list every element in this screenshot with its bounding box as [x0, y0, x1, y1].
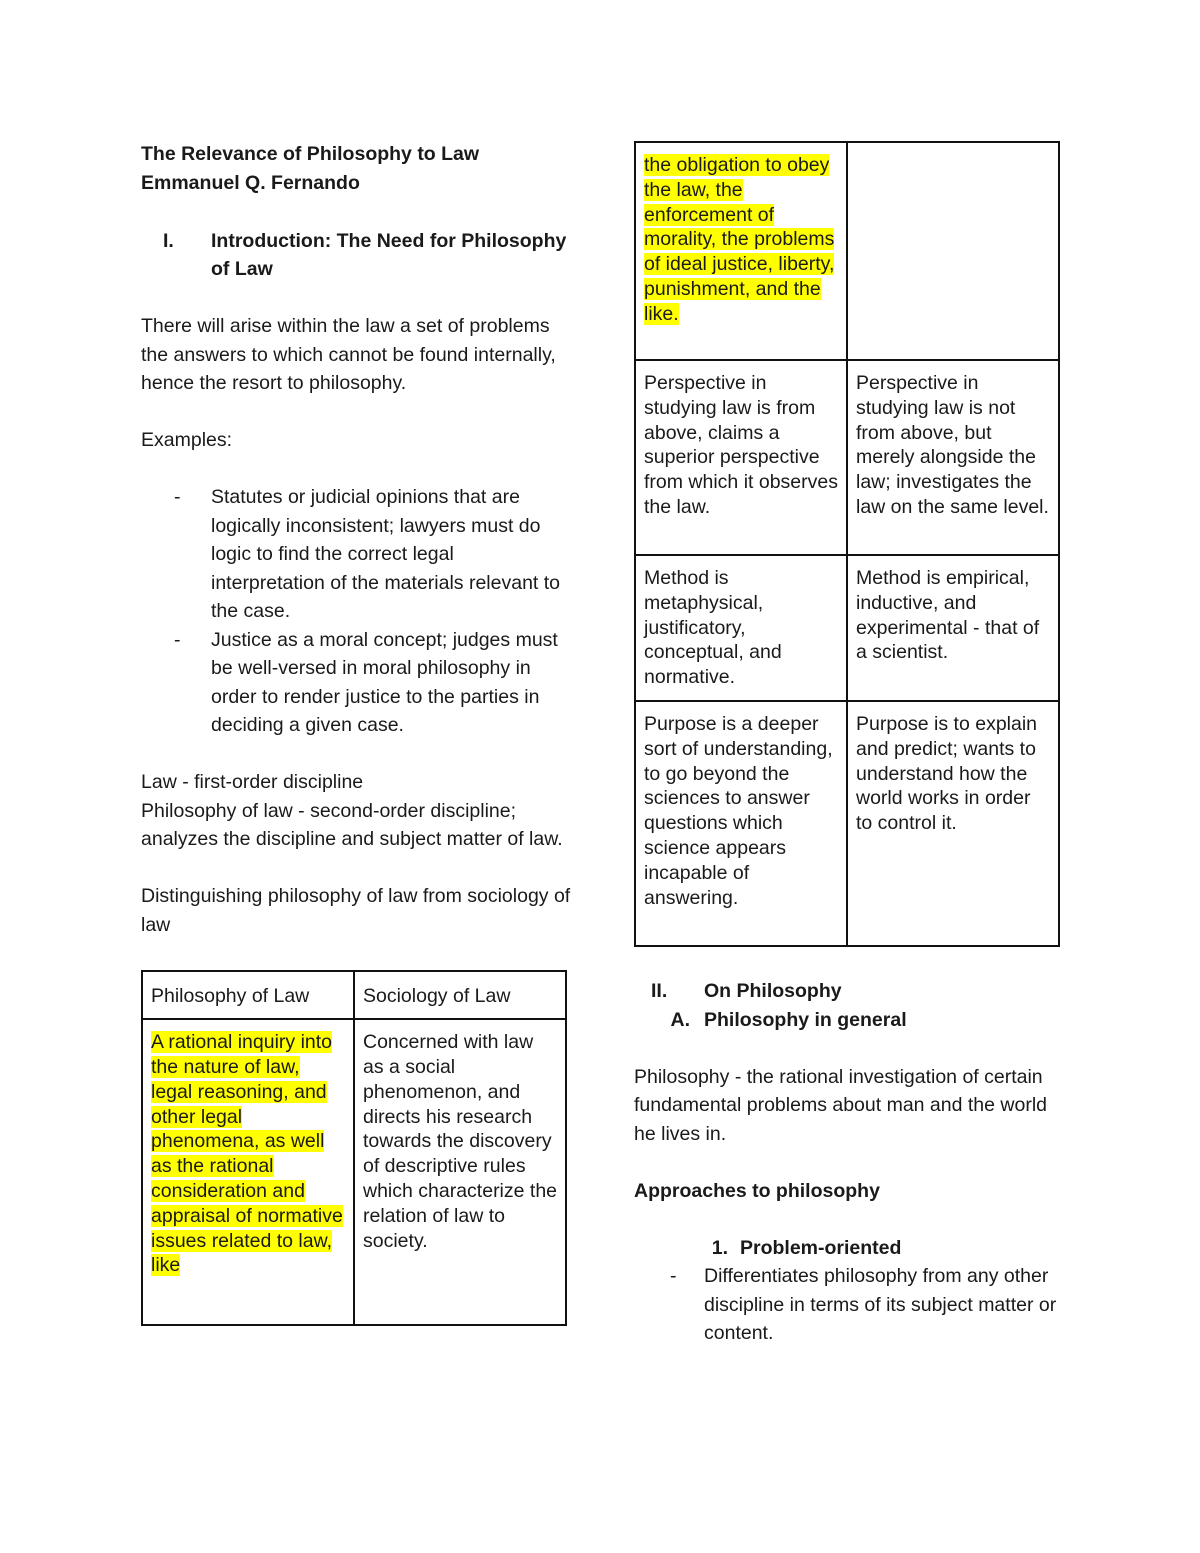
comparison-table-continued [634, 141, 1060, 947]
table-cell: Concerned with law as a social phenomenon, and directs his research towards the discovery of descriptive rules which characterize the relation of law to society. [354, 1019, 566, 1325]
subsection-heading [634, 1006, 1064, 1035]
table-cell: Method is metaphysical, justificatory, conceptual, and normative. [635, 555, 847, 701]
approach-title: Problem-oriented [740, 1236, 902, 1259]
subsection-letter: A. [670, 1008, 690, 1031]
section-title: On Philosophy [704, 980, 842, 1002]
table-cell [142, 1019, 354, 1325]
examples-label: Examples: [141, 429, 233, 451]
section-numeral: II. [651, 980, 668, 1002]
section-heading-1 [141, 227, 571, 284]
table-header-cell: Sociology of Law [354, 971, 566, 1020]
left-column [141, 140, 571, 1326]
list-item-text: Differentiates philosophy from any other discipline in terms of its subject matter or content. [704, 1265, 1057, 1344]
list-item-text: Justice as a moral concept; judges must be well-versed in moral philosophy in order to render justice to the parties in deciding a given case. [211, 628, 558, 736]
table-cell: Method is empirical, inductive, and experimental - that of a scientist. [847, 555, 1059, 701]
list-item: - Statutes or judicial opinions that are logically inconsistent; lawyers must do logic to find the correct legal interpretation of the materials relevant to the case. [141, 483, 571, 626]
list-item: - Justice as a moral concept; judges must be well-versed in moral philosophy in order to render justice to the parties in deciding a given case. [141, 626, 571, 740]
table-row [142, 971, 566, 1020]
approach-number: 1. [711, 1236, 728, 1259]
table-header-cell: Philosophy of Law [142, 971, 354, 1020]
table-cell: Purpose is a deeper sort of understanding, to go beyond the sciences to answer questions which science appears incapable of answering. [635, 701, 847, 946]
philosophy-definition: Philosophy - the rational investigation of certain fundamental problems about man and the world he lives in. [634, 1065, 1048, 1145]
table-cell: Purpose is to explain and predict; wants to understand how the world works in order to control it. [847, 701, 1059, 946]
document-title: The Relevance of Philosophy to Law [141, 143, 480, 165]
table-cell [635, 142, 847, 360]
philosophy-of-law-definition: Philosophy of law - second-order discipline; analyzes the discipline and subject matter of law. [141, 799, 563, 850]
list-item-text: Statutes or judicial opinions that are logically inconsistent; lawyers must do logic to find the correct legal interpretation of the materials relevant to the case. [211, 486, 561, 622]
distinguishing-intro: Distinguishing philosophy of law from sociology of law [141, 885, 571, 936]
law-definition: Law - first-order discipline [141, 771, 364, 793]
table-row [635, 701, 1059, 946]
table-row [635, 142, 1059, 360]
table-cell: Perspective in studying law is from above, claims a superior perspective from which it observes the law. [635, 360, 847, 555]
approach-heading [634, 1234, 1064, 1263]
list-item: - Differentiates philosophy from any other discipline in terms of its subject matter or content. [634, 1262, 1064, 1348]
table-row [635, 555, 1059, 701]
table-row [635, 360, 1059, 555]
table-row [142, 1019, 566, 1325]
section-title: Introduction: The Need for Philosophy of Law [211, 229, 567, 280]
intro-paragraph: There will arise within the law a set of problems the answers to which cannot be found internally, hence the resort to philosophy. [141, 315, 556, 394]
highlighted-text: A rational inquiry into the nature of law, legal reasoning, and other legal phenomena, as well as the rational consideration and appraisal of normative issues related to law, like [151, 1031, 343, 1277]
section-heading-2 [634, 977, 1064, 1006]
section-numeral: I. [163, 229, 174, 252]
highlighted-text: the obligation to obey the law, the enforcement of morality, the problems of ideal justice, liberty, punishment, and the like. [644, 154, 835, 325]
right-column [634, 141, 1064, 1348]
table-cell [847, 142, 1059, 360]
table-cell: Perspective in studying law is not from above, but merely alongside the law; investigates the law on the same level. [847, 360, 1059, 555]
comparison-table [141, 970, 567, 1327]
approaches-heading: Approaches to philosophy [634, 1179, 880, 1202]
document-author: Emmanuel Q. Fernando [141, 172, 360, 194]
subsection-title: Philosophy in general [704, 1008, 907, 1031]
